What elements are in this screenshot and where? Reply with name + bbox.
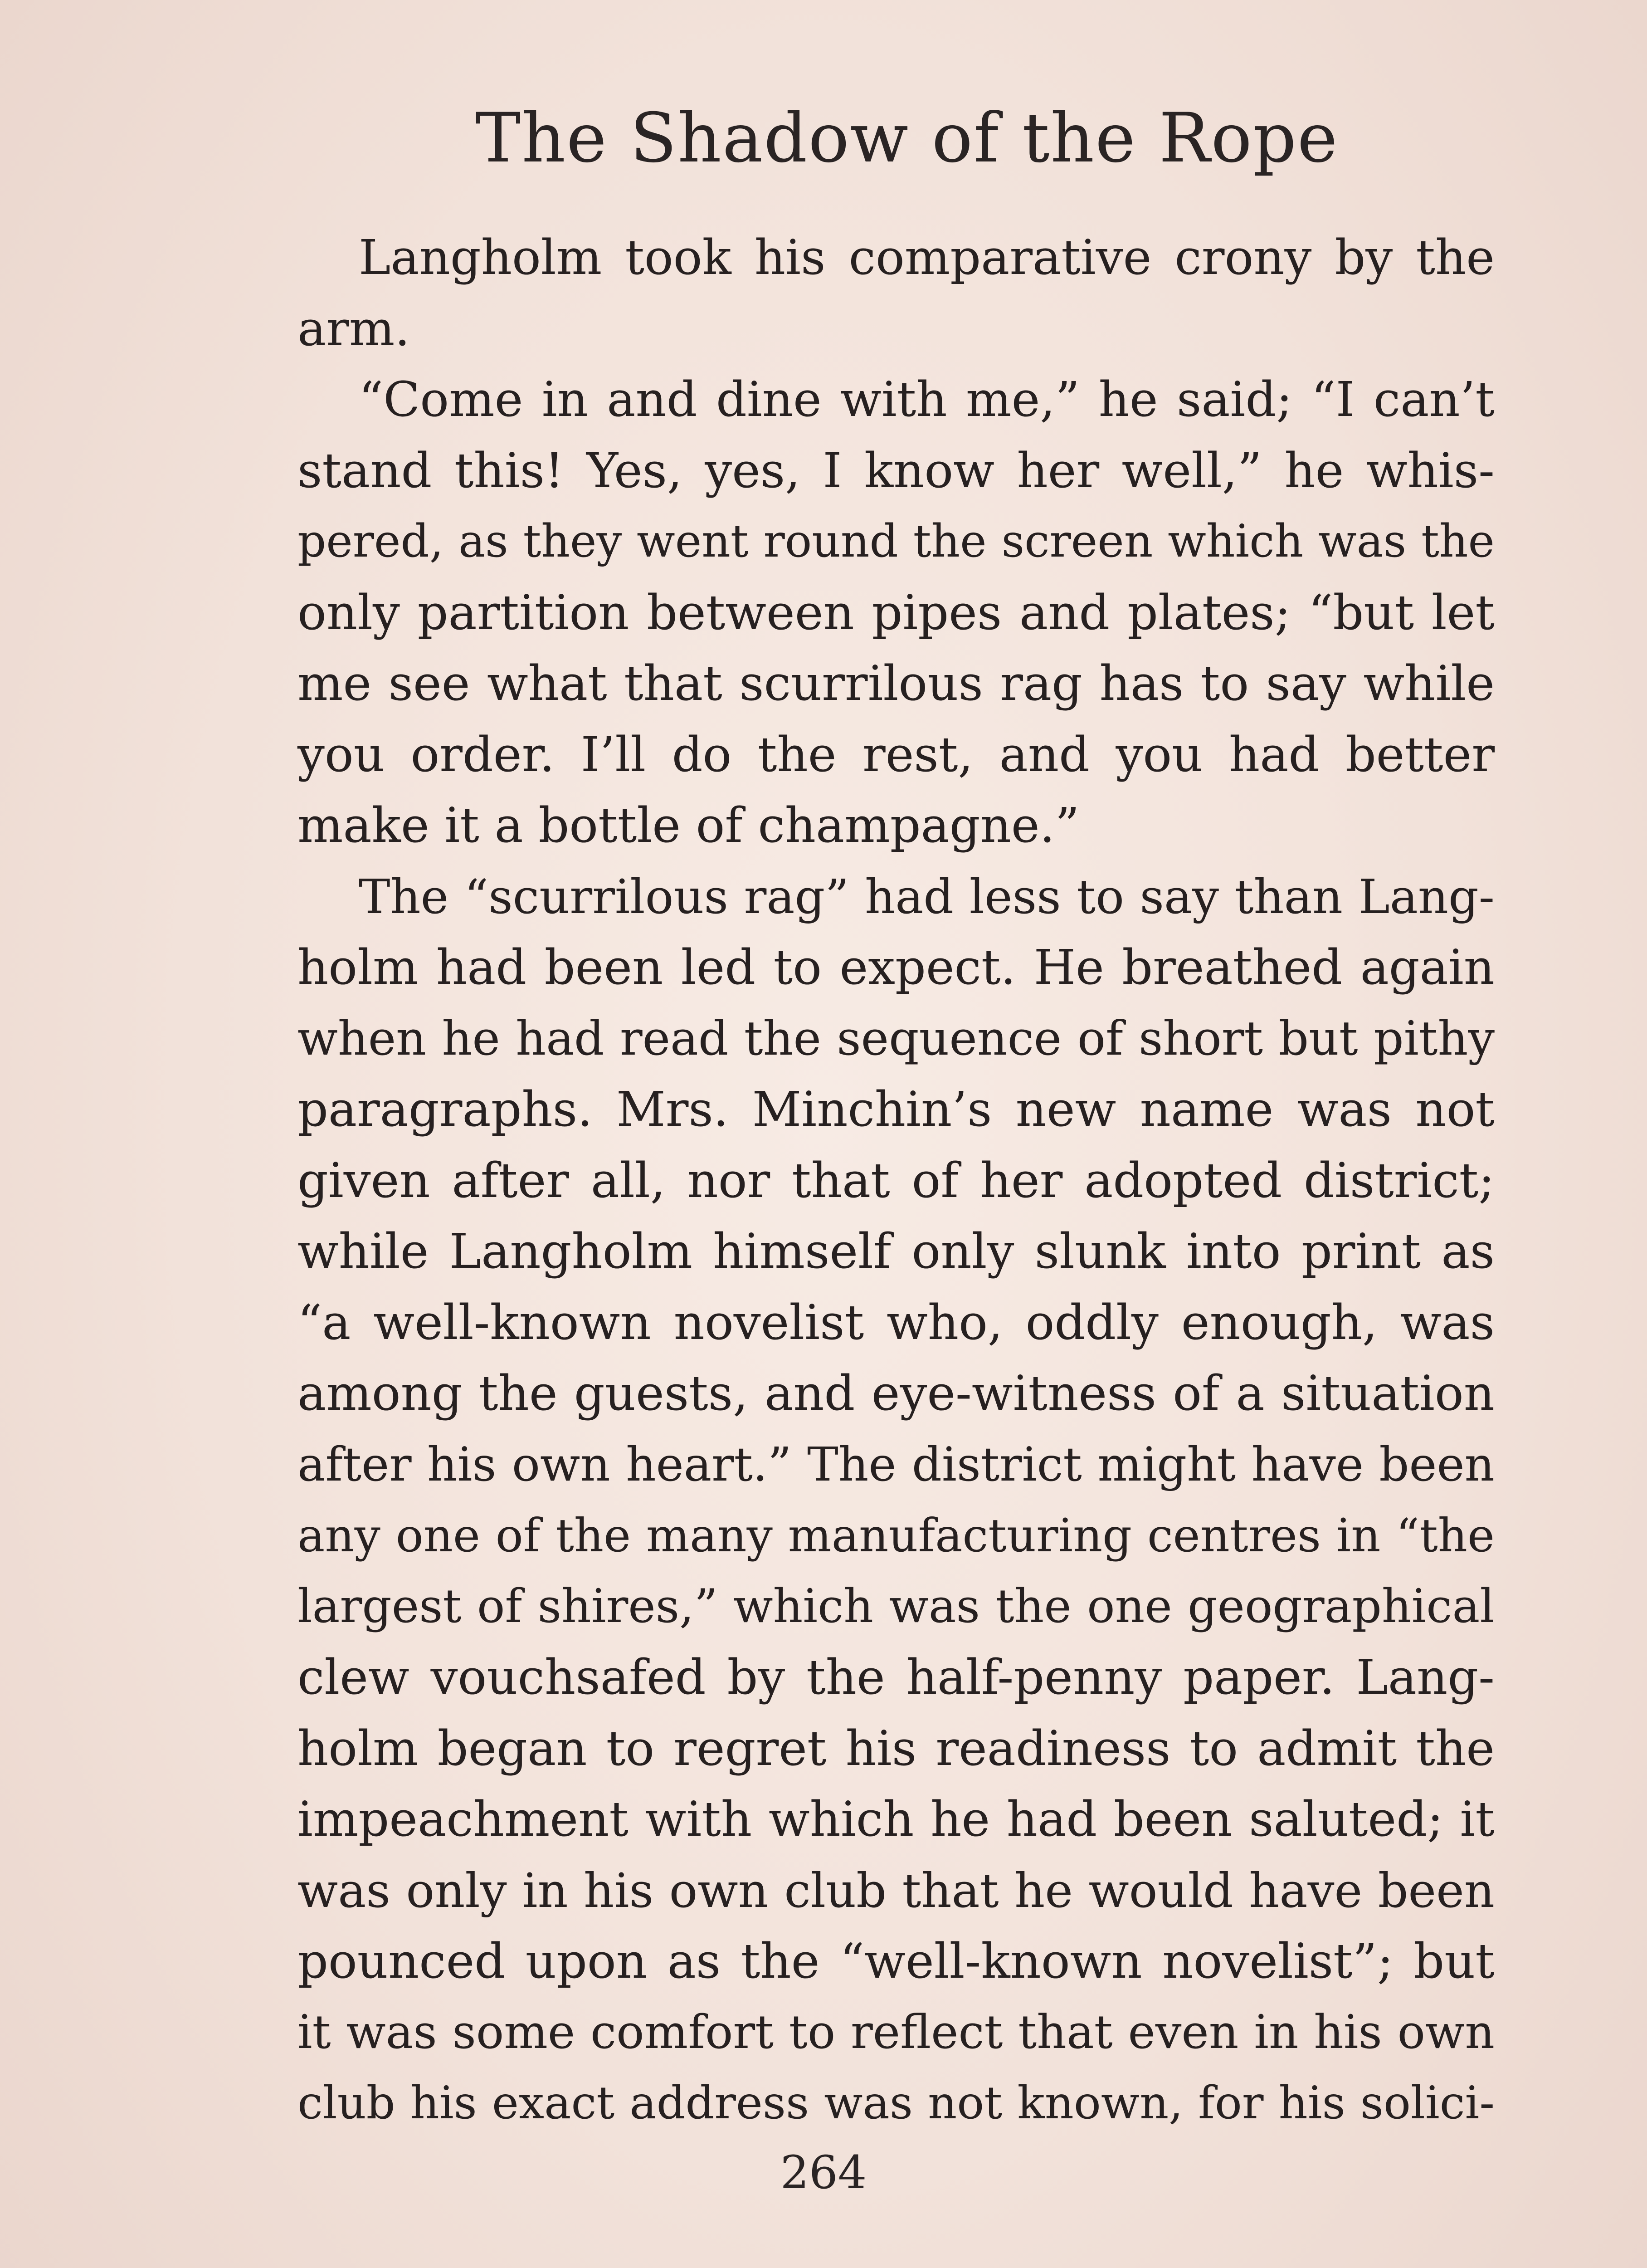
body-text <box>297 222 1495 2139</box>
text-line: club his exact address was not known, for his solici- <box>297 2077 1495 2129</box>
text-line: me see what that scurrilous rag has to say while <box>297 655 1495 711</box>
text-line: make it a bottle of champagne.” <box>297 797 1080 853</box>
text-line: The “scurrilous rag” had less to say than Lang- <box>359 869 1495 924</box>
text-line: it was some comfort to reflect that even in his own <box>297 2005 1495 2059</box>
text-line: holm had been led to expect. He breathed again <box>297 939 1495 995</box>
text-line: paragraphs. Mrs. Minchin’s new name was not <box>297 1081 1495 1137</box>
text-line: stand this! Yes, yes, I know her well,” he whis- <box>297 442 1495 499</box>
text-line: “a well-known novelist who, oddly enough, was <box>297 1294 1495 1350</box>
text-line: while Langholm himself only slunk into print as <box>297 1223 1495 1279</box>
text-line: only partition between pipes and plates; “but let <box>297 584 1495 640</box>
text-line: clew vouchsafed by the half-penny paper. Lang- <box>297 1649 1495 1705</box>
text-line: pounced upon as the “well-known novelist”; but <box>297 1933 1495 1989</box>
text-line: given after all, nor that of her adopted district; <box>297 1152 1495 1208</box>
text-line: among the guests, and eye-witness of a situation <box>297 1365 1495 1421</box>
text-line: after his own heart.” The district might have been <box>297 1437 1495 1492</box>
text-line: Langholm took his comparative crony by the <box>359 230 1495 285</box>
text-line: was only in his own club that he would have been <box>297 1862 1495 1918</box>
text-line: impeachment with which he had been saluted; it <box>297 1791 1495 1847</box>
page-number: 264 <box>780 2146 867 2199</box>
text-line: pered, as they went round the screen which was the <box>297 515 1495 567</box>
text-line: holm began to regret his readiness to admit the <box>297 1720 1495 1776</box>
text-line: “Come in and dine with me,” he said; “I can’t <box>359 371 1495 427</box>
text-line: arm. <box>297 300 410 357</box>
text-line: any one of the many manufacturing centres in “the <box>297 1509 1495 1562</box>
text-line: when he had read the sequence of short but pithy <box>297 1011 1495 1066</box>
text-line: you order. I’ll do the rest, and you had better <box>297 726 1495 782</box>
running-head-title: The Shadow of the Rope <box>475 99 1339 178</box>
text-line: largest of shires,” which was the one geographical <box>297 1579 1495 1633</box>
